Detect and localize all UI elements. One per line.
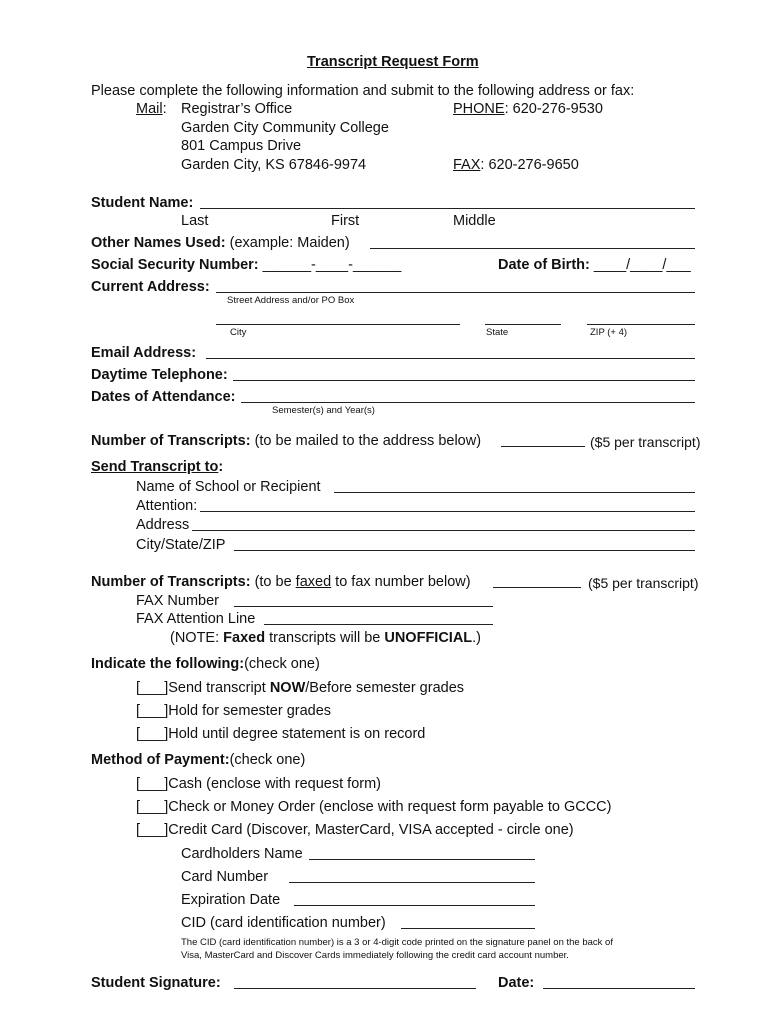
fax-number-label: FAX Number	[136, 593, 219, 609]
street-caption: Street Address and/or PO Box	[227, 295, 355, 306]
signature-date-field[interactable]	[543, 988, 695, 989]
payment-option-cash[interactable]: [___]Cash (enclose with request form)	[136, 776, 381, 792]
faxed-price: ($5 per transcript)	[588, 575, 699, 591]
student-name-label: Student Name:	[91, 195, 194, 211]
attention-label: Attention:	[136, 498, 198, 514]
fax-attention-label: FAX Attention Line	[136, 611, 256, 627]
dates-attendance-label: Dates of Attendance:	[91, 389, 236, 405]
mailed-price: ($5 per transcript)	[590, 434, 701, 450]
indicate-heading: Indicate the following:(check one)	[91, 656, 320, 672]
current-address-label: Current Address:	[91, 279, 210, 295]
state-caption: State	[486, 327, 509, 338]
fax-number-field[interactable]	[234, 606, 493, 607]
signature-label: Student Signature:	[91, 975, 221, 991]
state-field[interactable]	[485, 324, 561, 325]
recipient-label: Name of School or Recipient	[136, 479, 321, 495]
name-part-middle: Middle	[453, 213, 496, 229]
card-number-label: Card Number	[181, 869, 269, 885]
address-label: Address	[136, 517, 190, 533]
form-title: Transcript Request Form	[307, 54, 479, 70]
daytime-phone-label: Daytime Telephone:	[91, 367, 228, 383]
mail-line-1: Registrar’s Office	[181, 101, 293, 117]
email-field[interactable]	[206, 358, 695, 359]
payment-option-card[interactable]: [___]Credit Card (Discover, MasterCard, VISA accepted - circle one)	[136, 822, 574, 838]
name-part-last: Last	[181, 213, 209, 229]
mailed-count-label: Number of Transcripts: (to be mailed to the address below)	[91, 433, 482, 449]
name-part-first: First	[331, 213, 360, 229]
address-field[interactable]	[192, 530, 695, 531]
send-to-heading: Send Transcript to:	[91, 459, 224, 475]
student-name-field[interactable]	[200, 208, 695, 209]
cardholder-name-label: Cardholders Name	[181, 846, 303, 862]
email-label: Email Address:	[91, 345, 197, 361]
cid-label: CID (card identification number)	[181, 915, 386, 931]
attention-field[interactable]	[200, 511, 695, 512]
fax-info: FAX: 620-276-9650	[453, 157, 579, 173]
zip-caption: ZIP (+ 4)	[590, 327, 628, 338]
dob-row[interactable]: Date of Birth: ____/____/___	[498, 257, 691, 273]
dates-caption: Semester(s) and Year(s)	[272, 405, 375, 416]
city-field[interactable]	[216, 324, 460, 325]
faxed-count-field[interactable]	[493, 587, 581, 588]
mail-line-4: Garden City, KS 67846-9974	[181, 157, 367, 173]
ssn-row[interactable]: Social Security Number: ______-____-______	[91, 257, 402, 273]
faxed-count-label: Number of Transcripts: (to be faxed to fax number below)	[91, 574, 471, 590]
street-address-field[interactable]	[216, 292, 695, 293]
mail-line-2: Garden City Community College	[181, 120, 389, 136]
signature-date-label: Date:	[498, 975, 535, 991]
cardholder-name-field[interactable]	[309, 859, 535, 860]
mail-line-3: 801 Campus Drive	[181, 138, 302, 154]
indicate-option-now[interactable]: [___]Send transcript NOW/Before semester grades	[136, 680, 465, 696]
cid-note-line-1: The CID (card identification number) is a 3 or 4-digit code printed on the signature panel on the back of	[181, 937, 613, 948]
payment-heading: Method of Payment:(check one)	[91, 752, 306, 768]
payment-option-check[interactable]: [___]Check or Money Order (enclose with request form payable to GCCC)	[136, 799, 612, 815]
expiration-date-label: Expiration Date	[181, 892, 281, 908]
card-number-field[interactable]	[289, 882, 535, 883]
cid-note-line-2: Visa, MasterCard and Discover Cards immediately following the credit card account number.	[181, 950, 569, 961]
fax-note: (NOTE: Faxed transcripts will be UNOFFICIAL.)	[170, 630, 482, 646]
other-names-label: Other Names Used: (example: Maiden)	[91, 235, 350, 251]
mailed-count-field[interactable]	[501, 446, 585, 447]
mail-label: Mail:	[136, 101, 167, 117]
intro-text: Please complete the following information and submit to the following address or fax:	[91, 83, 635, 99]
city-state-zip-label: City/State/ZIP	[136, 537, 226, 553]
recipient-field[interactable]	[334, 492, 695, 493]
city-state-zip-field[interactable]	[234, 550, 695, 551]
other-names-field[interactable]	[370, 248, 695, 249]
indicate-option-hold-grades[interactable]: [___]Hold for semester grades	[136, 703, 332, 719]
city-caption: City	[230, 327, 247, 338]
cid-field[interactable]	[401, 928, 535, 929]
signature-field[interactable]	[234, 988, 476, 989]
dates-attendance-field[interactable]	[241, 402, 695, 403]
fax-attention-field[interactable]	[264, 624, 493, 625]
daytime-phone-field[interactable]	[233, 380, 695, 381]
expiration-date-field[interactable]	[294, 905, 535, 906]
zip-field[interactable]	[587, 324, 695, 325]
phone-info: PHONE: 620-276-9530	[453, 101, 603, 117]
indicate-option-hold-degree[interactable]: [___]Hold until degree statement is on record	[136, 726, 426, 742]
